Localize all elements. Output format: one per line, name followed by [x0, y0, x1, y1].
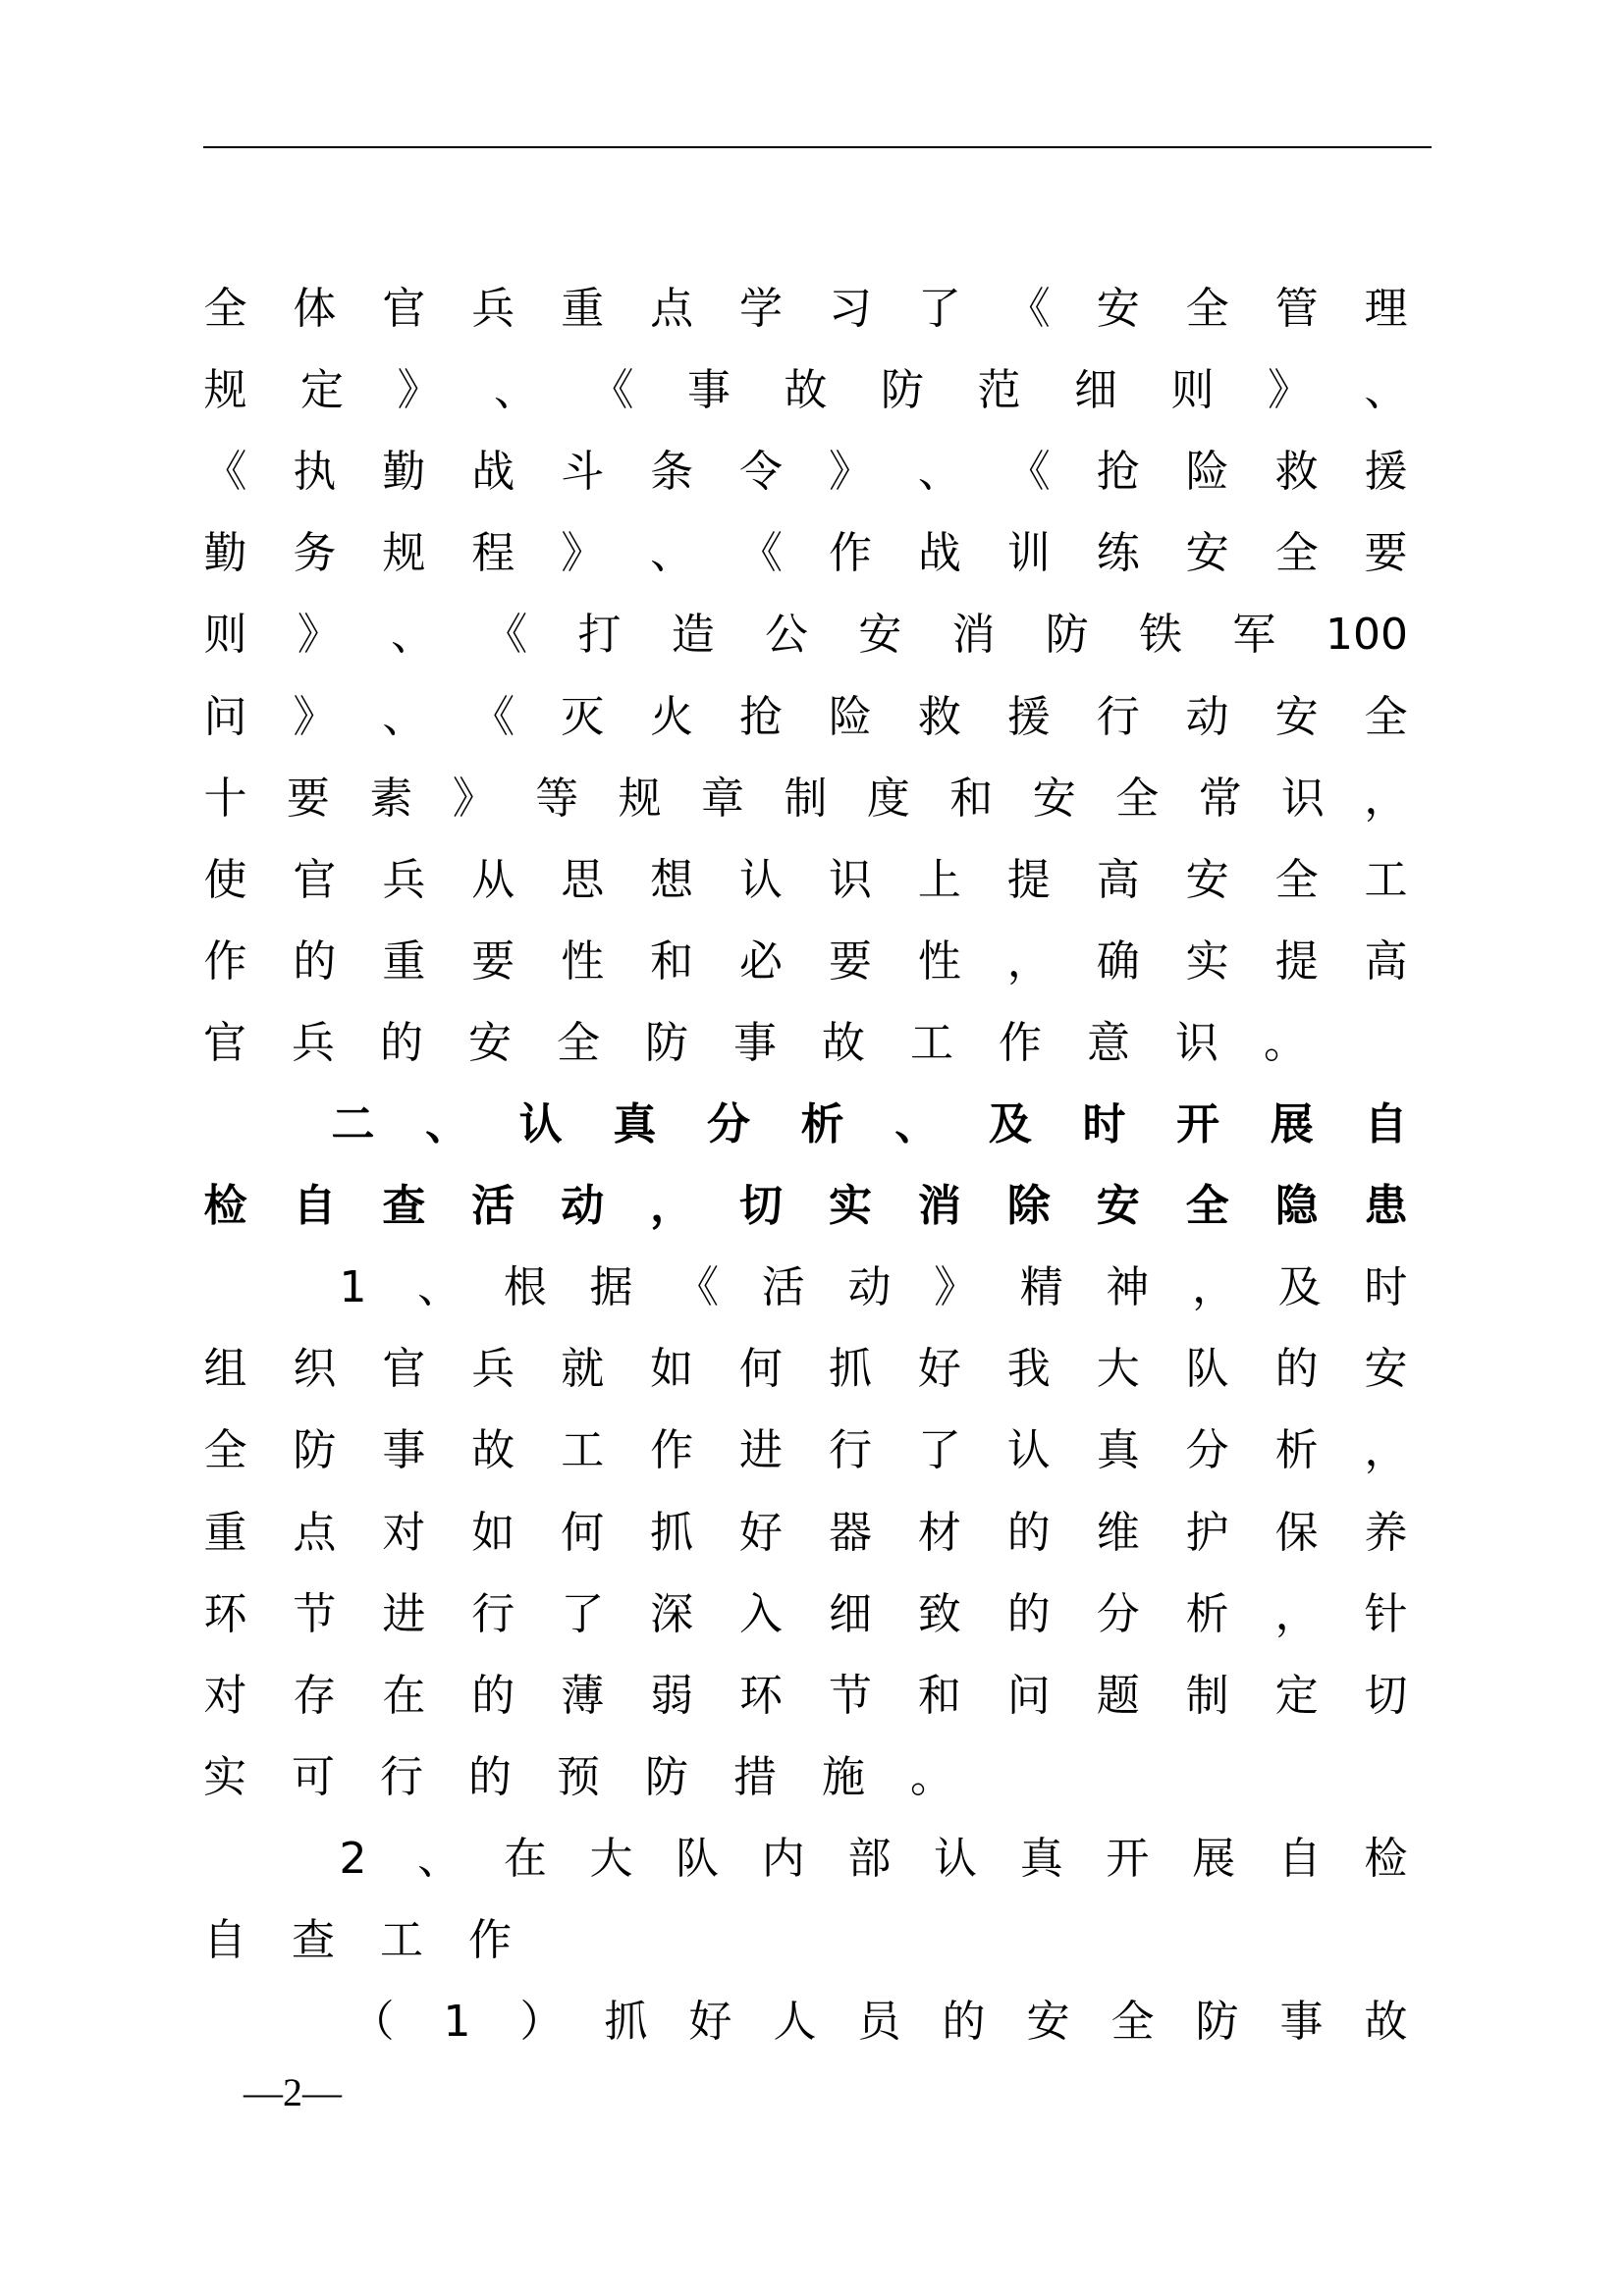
text-line: 使 官 兵 从 思 想 认 识 上 提 高 安 全 工	[203, 855, 1408, 905]
text-line: 问 》 、 《 灭 火 抢 险 救 援 行 动 安 全	[203, 692, 1408, 742]
text-line: 实可行的预防措施。	[203, 1752, 999, 1802]
text-line: 1 、 根 据 《 活 动 》 精 神 ， 及 时	[339, 1262, 1408, 1312]
text-line: 十 要 素 》 等 规 章 制 度 和 安 全 常 识 ，	[203, 774, 1408, 824]
page-number: —2—	[244, 2070, 342, 2114]
text-line: 规 定 》 、 《 事 故 防 范 细 则 》 、	[203, 365, 1408, 415]
text-line: 组 织 官 兵 就 如 何 抓 好 我 大 队 的 安	[203, 1344, 1408, 1394]
text-line: 勤 务 规 程 》 、 《 作 战 训 练 安 全 要	[203, 528, 1408, 578]
text-line: 重 点 对 如 何 抓 好 器 材 的 维 护 保 养	[203, 1508, 1408, 1558]
section-heading-line: 二 、 认 真 分 析 、 及 时 开 展 自	[331, 1099, 1408, 1149]
text-line: 官兵的安全防事故工作意识。	[203, 1018, 1352, 1068]
text-line: 对 存 在 的 薄 弱 环 节 和 问 题 制 定 切	[203, 1671, 1408, 1721]
text-line: 则 》 、 《 打 造 公 安 消 防 铁 军 100	[203, 610, 1408, 660]
text-line: 作 的 重 要 性 和 必 要 性 ， 确 实 提 高	[203, 936, 1408, 987]
section-heading-line: 检 自 查 活 动 ， 切 实 消 除 安 全 隐 患	[203, 1181, 1408, 1231]
text-line: 全 体 官 兵 重 点 学 习 了 《 安 全 管 理	[203, 284, 1408, 334]
text-line: （ 1 ） 抓 好 人 员 的 安 全 防 事 故	[351, 1997, 1408, 2047]
text-line: 《 执 勤 战 斗 条 令 》 、 《 抢 险 救 援	[203, 447, 1408, 497]
text-line: 自查工作	[203, 1915, 557, 1965]
header-rule	[203, 146, 1432, 148]
text-line: 环 节 进 行 了 深 入 细 致 的 分 析 ， 针	[203, 1589, 1408, 1639]
text-line: 全 防 事 故 工 作 进 行 了 认 真 分 析 ，	[203, 1425, 1408, 1475]
text-line: 2 、 在 大 队 内 部 认 真 开 展 自 检	[339, 1834, 1408, 1884]
